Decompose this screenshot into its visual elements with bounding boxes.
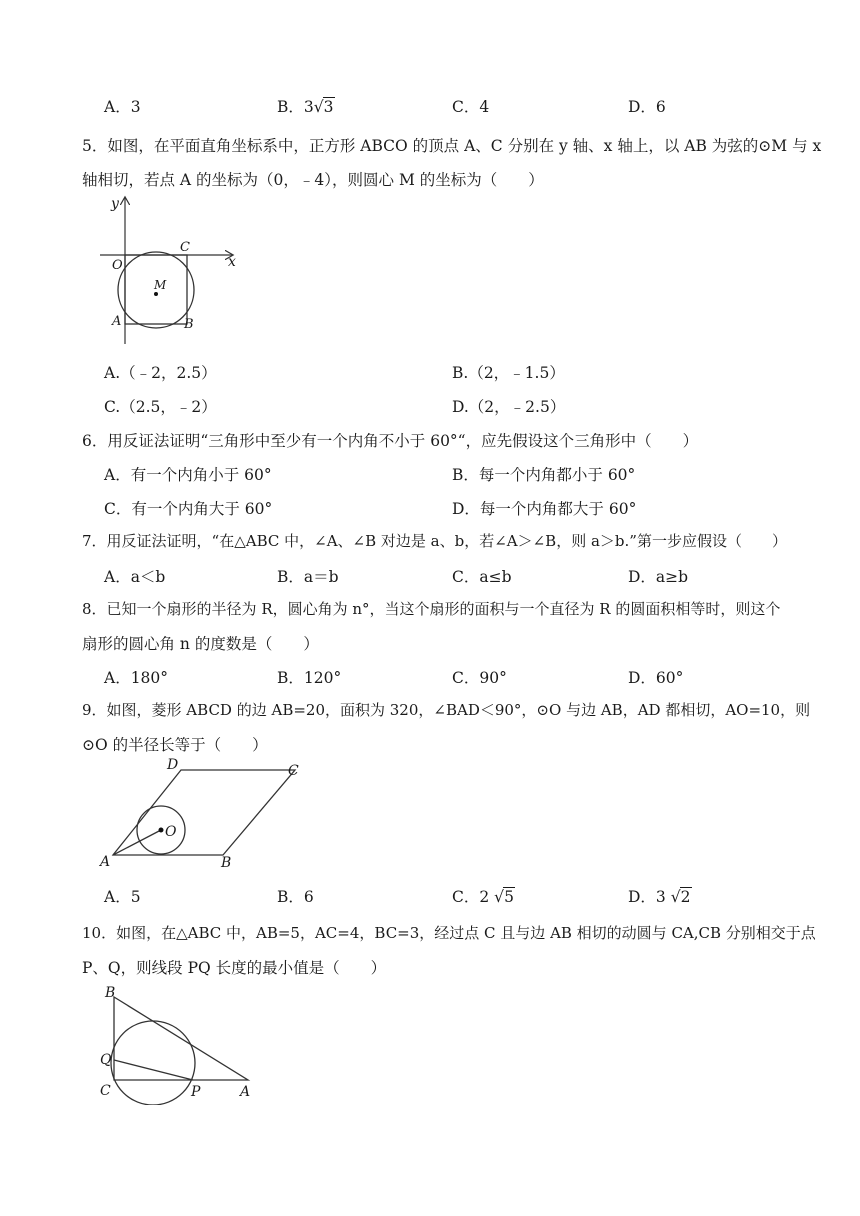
sqrt-symbol: √5 <box>494 888 514 906</box>
label-a: A <box>112 314 122 329</box>
q4-option-b <box>277 95 335 117</box>
q5-figure <box>95 192 255 352</box>
q4-option-b-coef: 3 <box>303 98 314 116</box>
center-o <box>159 828 164 833</box>
q4-option-a: A．3 <box>104 98 141 116</box>
q10-stem-line2: P、Q，则线段 PQ 长度的最小值是（ ） <box>82 959 387 977</box>
q9-figure <box>95 752 315 872</box>
q6-option-d: D．每一个内角都大于 60° <box>452 500 637 518</box>
q9-option-a: A．5 <box>104 888 141 906</box>
label-c: C <box>100 1083 111 1099</box>
center-m <box>154 292 158 296</box>
q9-option-c <box>452 885 515 907</box>
sqrt-symbol: √2 <box>670 888 691 906</box>
segment-pq <box>114 1060 193 1080</box>
label-d: D <box>167 757 179 773</box>
q7-stem: 7．用反证法证明，“在△ABC 中，∠A、∠B 对边是 a、b，若∠A＞∠B，则 a＞b.”第一步应假设（ ） <box>82 532 787 550</box>
label-a: A <box>240 1084 251 1100</box>
q4-option-d: D．6 <box>628 98 666 116</box>
q7-option-c: C．a≤b <box>452 568 512 586</box>
q7-option-d: D．a≥b <box>628 568 689 586</box>
q7-option-b: B．a＝b <box>277 568 339 586</box>
label-o: O <box>112 258 123 273</box>
q5-option-c: C.（2.5，﹣2） <box>104 398 217 416</box>
q5-option-d: D.（2，﹣2.5） <box>452 398 566 416</box>
label-b: B <box>184 317 194 332</box>
triangle-abc <box>114 997 248 1080</box>
q6-option-a: A．有一个内角小于 60° <box>104 466 272 484</box>
q8-stem-line1: 8．已知一个扇形的半径为 R，圆心角为 n°，当这个扇形的面积与一个直径为 R 的圆面积相等时，则这个 <box>82 600 781 618</box>
q6-option-b: B．每一个内角都小于 60° <box>452 466 636 484</box>
q4-option-c: C．4 <box>452 98 490 116</box>
label-a: A <box>100 854 111 870</box>
q8-option-b: B．120° <box>277 669 342 687</box>
label-o: O <box>165 824 177 840</box>
q10-figure <box>95 980 265 1105</box>
q5-option-b: B.（2，﹣1.5） <box>452 364 565 382</box>
q5-option-a: A.（﹣2，2.5） <box>104 364 217 382</box>
label-c: C <box>180 240 190 255</box>
label-b: B <box>105 985 116 1001</box>
q9-option-d <box>628 885 692 907</box>
q5-stem-line2: 轴相切，若点 A 的坐标为（0，﹣4），则圆心 M 的坐标为（ ） <box>82 171 544 189</box>
label-b: B <box>221 855 232 871</box>
q9-option-b: B．6 <box>277 888 314 906</box>
q8-option-d: D．60° <box>628 669 684 687</box>
q9-option-d-prefix: D．3 <box>628 888 666 906</box>
q8-option-a: A．180° <box>104 669 169 687</box>
sqrt-symbol: √3 <box>313 98 334 116</box>
label-x: x <box>228 254 236 270</box>
q6-stem: 6．用反证法证明“三角形中至少有一个内角不小于 60°“，应先假设这个三角形中（ ） <box>82 432 699 450</box>
q6-option-c: C．有一个内角大于 60° <box>104 500 273 518</box>
q9-option-c-prefix: C．2 <box>452 888 490 906</box>
q9-option-d-radicand: 2 <box>680 888 691 906</box>
q10-stem-line1: 10．如图，在△ABC 中，AB=5，AC=4，BC=3，经过点 C 且与边 AB 相切的动圆与 CA,CB 分别相交于点 <box>82 924 816 942</box>
q9-stem-line1: 9．如图，菱形 ABCD 的边 AB=20，面积为 320，∠BAD＜90°，⊙O 与边 AB，AD 都相切，AO=10，则 <box>82 701 811 719</box>
q9-stem-line2: ⊙O 的半径长等于（ ） <box>82 736 268 754</box>
q8-option-c: C．90° <box>452 669 507 687</box>
label-y: y <box>111 196 119 212</box>
label-c: C <box>288 763 299 779</box>
q7-option-a: A．a＜b <box>104 568 166 586</box>
q5-stem-line1: 5．如图，在平面直角坐标系中，正方形 ABCO 的顶点 A、C 分别在 y 轴、x 轴上，以 AB 为弦的⊙M 与 x <box>82 137 822 155</box>
label-q: Q <box>100 1052 112 1068</box>
label-m: M <box>154 278 167 292</box>
label-p: P <box>191 1084 201 1100</box>
q8-stem-line2: 扇形的圆心角 n 的度数是（ ） <box>82 635 319 653</box>
q4-option-b-prefix: B． <box>277 98 304 116</box>
q4-option-b-radicand: 3 <box>323 98 334 116</box>
q9-option-c-radicand: 5 <box>504 888 514 906</box>
